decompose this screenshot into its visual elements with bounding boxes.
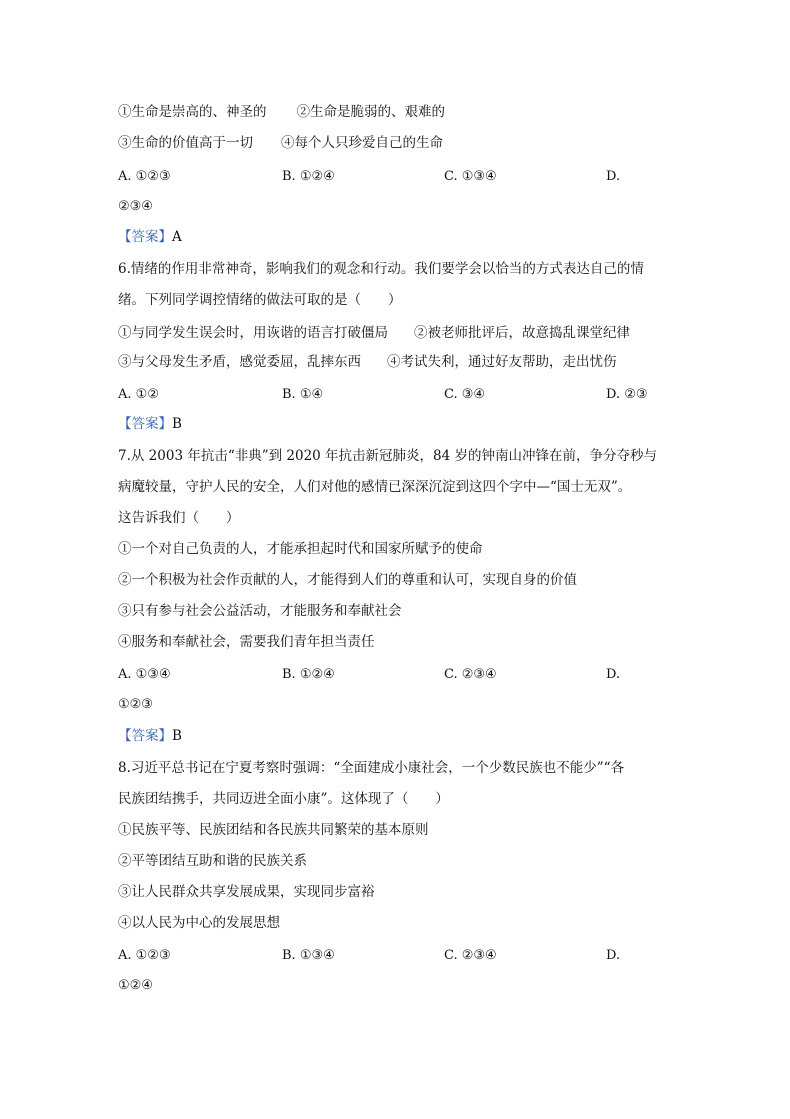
q7-option-c: C. ②③④ — [444, 667, 497, 682]
q5-answer — [118, 227, 182, 247]
q7-item-4: ④服务和奉献社会，需要我们青年担当责任 — [118, 634, 375, 650]
q7-stem-line1: 7.从 2003 年抗击“非典”到 2020 年抗击新冠肺炎，84 岁的钟南山冲锋在前，争分夺秒与 — [118, 448, 658, 464]
q7-option-d-content: ①②③ — [118, 697, 153, 712]
q8-item-4: ④以人民为中心的发展思想 — [118, 915, 280, 931]
q6-items-row1 — [118, 323, 630, 343]
answer-label: 【答案】 — [118, 416, 172, 432]
q8-option-b: B. ①③④ — [282, 948, 335, 963]
q5-item-1: ①生命是崇高的、神圣的 — [118, 104, 267, 120]
q6-answer — [118, 414, 182, 434]
q6-option-d: D. ②③ — [606, 387, 648, 402]
answer-value: B — [172, 416, 182, 432]
q6-item-2: ②被老师批评后，故意捣乱课堂纪律 — [414, 325, 630, 341]
q7-item-3: ③只有参与社会公益活动，才能服务和奉献社会 — [118, 603, 402, 619]
q6-option-b: B. ①④ — [282, 387, 324, 402]
q7-stem-line2: 病魔较量，守护人民的安全，人们对他的感情已深深沉淀到这四个字中—“国士无双”。 — [118, 479, 632, 495]
answer-value: A — [172, 229, 182, 245]
q6-option-a: A. ①② — [118, 387, 159, 402]
q8-option-c: C. ②③④ — [444, 948, 497, 963]
q5-option-b: B. ①②④ — [282, 169, 335, 184]
q6-items-row2 — [118, 352, 617, 372]
q5-item-4: ④每个人只珍爱自己的生命 — [281, 135, 443, 151]
answer-label: 【答案】 — [118, 728, 172, 744]
q7-answer — [118, 726, 182, 746]
q8-item-1: ①民族平等、民族团结和各民族共同繁荣的基本原则 — [118, 822, 429, 838]
q8-option-d: D. — [606, 948, 621, 963]
q5-option-a: A. ①②③ — [118, 169, 171, 184]
q8-stem-line1: 8.习近平总书记在宁夏考察时强调：“全面建成小康社会，一个少数民族也不能少”“各 — [118, 760, 625, 776]
q8-stem-line2: 民族团结携手，共同迈进全面小康”。这体现了（ ） — [118, 791, 449, 807]
q5-option-d-content: ②③④ — [118, 199, 153, 214]
answer-label: 【答案】 — [118, 229, 172, 245]
q6-stem-line1: 6.情绪的作用非常神奇，影响我们的观念和行动。我们要学会以恰当的方式表达自己的情 — [118, 261, 644, 277]
q7-option-a: A. ①③④ — [118, 667, 171, 682]
q5-option-d: D. — [606, 169, 621, 184]
q5-items-row1 — [118, 102, 445, 122]
q5-option-c: C. ①③④ — [444, 169, 497, 184]
q6-stem-line2: 绪。下列同学调控情绪的做法可取的是（ ） — [118, 292, 402, 308]
q6-item-3: ③与父母发生矛盾，感觉委屈，乱摔东西 — [118, 354, 361, 370]
q6-item-4: ④考试失利，通过好友帮助，走出忧伤 — [387, 354, 617, 370]
q8-item-3: ③让人民群众共享发展成果，实现同步富裕 — [118, 884, 375, 900]
q7-stem-line3: 这告诉我们（ ） — [118, 510, 240, 526]
q7-item-1: ①一个对自己负责的人，才能承担起时代和国家所赋予的使命 — [118, 541, 483, 557]
answer-value: B — [172, 728, 182, 744]
q8-item-2: ②平等团结互助和谐的民族关系 — [118, 853, 307, 869]
q6-option-c: C. ③④ — [444, 387, 486, 402]
q6-item-1: ①与同学发生误会时，用诙谐的语言打破僵局 — [118, 325, 388, 341]
q7-option-d: D. — [606, 667, 621, 682]
q5-item-3: ③生命的价值高于一切 — [118, 135, 253, 151]
q7-option-b: B. ①②④ — [282, 667, 335, 682]
q8-option-a: A. ①②③ — [118, 948, 171, 963]
q5-items-row2 — [118, 133, 443, 153]
q5-item-2: ②生命是脆弱的、艰难的 — [296, 104, 445, 120]
q7-item-2: ②一个积极为社会作贡献的人，才能得到人们的尊重和认可，实现自身的价值 — [118, 572, 577, 588]
q8-option-d-content: ①②④ — [118, 978, 153, 993]
